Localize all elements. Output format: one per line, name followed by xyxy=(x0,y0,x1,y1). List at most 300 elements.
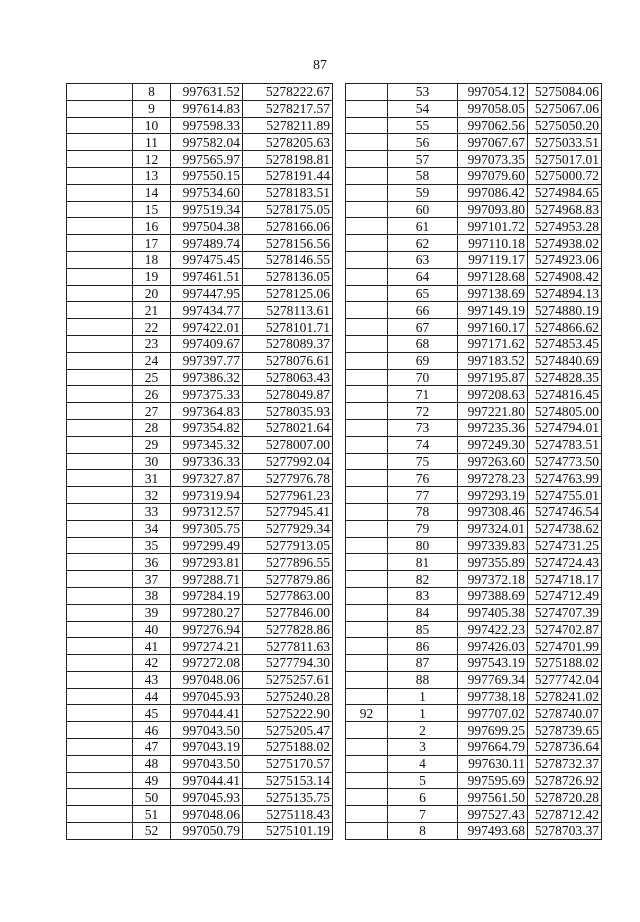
group-cell xyxy=(67,571,133,588)
point-number-cell: 86 xyxy=(388,638,458,655)
y-coordinate-cell: 5275050.20 xyxy=(528,117,602,134)
point-number-cell: 35 xyxy=(133,537,171,554)
group-cell xyxy=(67,352,133,369)
y-coordinate-cell: 5274828.35 xyxy=(528,369,602,386)
group-cell xyxy=(346,167,388,184)
y-coordinate-cell: 5278156.56 xyxy=(243,235,333,252)
left-table-body xyxy=(67,84,333,840)
x-coordinate-cell: 997048.06 xyxy=(171,806,243,823)
group-cell xyxy=(67,503,133,520)
table-row xyxy=(67,772,333,789)
x-coordinate-cell: 997138.69 xyxy=(458,285,528,302)
table-row xyxy=(346,772,602,789)
point-number-cell: 1 xyxy=(388,688,458,705)
table-row xyxy=(67,470,333,487)
group-cell xyxy=(67,184,133,201)
table-row xyxy=(346,789,602,806)
group-cell xyxy=(346,386,388,403)
y-coordinate-cell: 5274724.43 xyxy=(528,554,602,571)
y-coordinate-cell: 5278125.06 xyxy=(243,285,333,302)
x-coordinate-cell: 997119.17 xyxy=(458,251,528,268)
group-cell xyxy=(346,571,388,588)
group-cell xyxy=(67,453,133,470)
x-coordinate-cell: 997149.19 xyxy=(458,302,528,319)
point-number-cell: 51 xyxy=(133,806,171,823)
group-cell xyxy=(67,319,133,336)
group-cell xyxy=(346,688,388,705)
table-row xyxy=(67,319,333,336)
point-number-cell: 79 xyxy=(388,520,458,537)
point-number-cell: 34 xyxy=(133,520,171,537)
y-coordinate-cell: 5278736.64 xyxy=(528,739,602,756)
x-coordinate-cell: 997738.18 xyxy=(458,688,528,705)
y-coordinate-cell: 5277913.05 xyxy=(243,537,333,554)
x-coordinate-cell: 997208.63 xyxy=(458,386,528,403)
x-coordinate-cell: 997355.89 xyxy=(458,554,528,571)
table-row xyxy=(346,117,602,134)
x-coordinate-cell: 997274.21 xyxy=(171,638,243,655)
group-cell xyxy=(67,487,133,504)
x-coordinate-cell: 997324.01 xyxy=(458,520,528,537)
point-number-cell: 85 xyxy=(388,621,458,638)
point-number-cell: 28 xyxy=(133,419,171,436)
point-number-cell: 81 xyxy=(388,554,458,571)
x-coordinate-cell: 997769.34 xyxy=(458,671,528,688)
group-cell xyxy=(67,218,133,235)
table-row xyxy=(346,823,602,840)
y-coordinate-cell: 5278175.05 xyxy=(243,201,333,218)
group-cell xyxy=(67,604,133,621)
point-number-cell: 66 xyxy=(388,302,458,319)
point-number-cell: 8 xyxy=(133,84,171,101)
group-cell xyxy=(67,302,133,319)
table-row xyxy=(346,352,602,369)
point-number-cell: 47 xyxy=(133,739,171,756)
group-cell xyxy=(346,537,388,554)
y-coordinate-cell: 5277846.00 xyxy=(243,604,333,621)
table-row xyxy=(67,537,333,554)
group-cell xyxy=(67,151,133,168)
right-table-body xyxy=(346,84,602,840)
group-cell xyxy=(67,369,133,386)
table-row xyxy=(67,722,333,739)
group-cell xyxy=(67,251,133,268)
point-number-cell: 36 xyxy=(133,554,171,571)
table-row xyxy=(346,621,602,638)
point-number-cell: 82 xyxy=(388,571,458,588)
group-cell xyxy=(67,201,133,218)
group-cell xyxy=(346,436,388,453)
y-coordinate-cell: 5275188.02 xyxy=(528,655,602,672)
y-coordinate-cell: 5274712.49 xyxy=(528,587,602,604)
point-number-cell: 65 xyxy=(388,285,458,302)
x-coordinate-cell: 997699.25 xyxy=(458,722,528,739)
x-coordinate-cell: 997527.43 xyxy=(458,806,528,823)
y-coordinate-cell: 5278076.61 xyxy=(243,352,333,369)
table-row xyxy=(346,520,602,537)
y-coordinate-cell: 5278035.93 xyxy=(243,403,333,420)
x-coordinate-cell: 997058.05 xyxy=(458,100,528,117)
x-coordinate-cell: 997422.01 xyxy=(171,319,243,336)
table-row xyxy=(67,671,333,688)
point-number-cell: 83 xyxy=(388,587,458,604)
x-coordinate-cell: 997249.30 xyxy=(458,436,528,453)
table-row xyxy=(67,587,333,604)
point-number-cell: 84 xyxy=(388,604,458,621)
x-coordinate-cell: 997582.04 xyxy=(171,134,243,151)
point-number-cell: 22 xyxy=(133,319,171,336)
point-number-cell: 33 xyxy=(133,503,171,520)
point-number-cell: 32 xyxy=(133,487,171,504)
x-coordinate-cell: 997276.94 xyxy=(171,621,243,638)
y-coordinate-cell: 5274746.54 xyxy=(528,503,602,520)
group-cell xyxy=(67,638,133,655)
point-number-cell: 60 xyxy=(388,201,458,218)
x-coordinate-cell: 997263.60 xyxy=(458,453,528,470)
x-coordinate-cell: 997062.56 xyxy=(458,117,528,134)
x-coordinate-cell: 997293.19 xyxy=(458,487,528,504)
table-row xyxy=(67,201,333,218)
point-number-cell: 19 xyxy=(133,268,171,285)
point-number-cell: 24 xyxy=(133,352,171,369)
table-row xyxy=(67,520,333,537)
x-coordinate-cell: 997447.95 xyxy=(171,285,243,302)
y-coordinate-cell: 5275135.75 xyxy=(243,789,333,806)
point-number-cell: 18 xyxy=(133,251,171,268)
x-coordinate-cell: 997195.87 xyxy=(458,369,528,386)
group-cell xyxy=(346,671,388,688)
y-coordinate-cell: 5274953.28 xyxy=(528,218,602,235)
table-row xyxy=(67,503,333,520)
group-cell xyxy=(346,419,388,436)
y-coordinate-cell: 5278191.44 xyxy=(243,167,333,184)
x-coordinate-cell: 997595.69 xyxy=(458,772,528,789)
y-coordinate-cell: 5274773.50 xyxy=(528,453,602,470)
y-coordinate-cell: 5278113.61 xyxy=(243,302,333,319)
point-number-cell: 55 xyxy=(388,117,458,134)
table-row xyxy=(67,84,333,101)
table-row xyxy=(346,285,602,302)
x-coordinate-cell: 997299.49 xyxy=(171,537,243,554)
group-cell xyxy=(346,218,388,235)
point-number-cell: 74 xyxy=(388,436,458,453)
y-coordinate-cell: 5274701.99 xyxy=(528,638,602,655)
x-coordinate-cell: 997336.33 xyxy=(171,453,243,470)
group-cell xyxy=(67,655,133,672)
x-coordinate-cell: 997045.93 xyxy=(171,688,243,705)
y-coordinate-cell: 5278101.71 xyxy=(243,319,333,336)
x-coordinate-cell: 997183.52 xyxy=(458,352,528,369)
y-coordinate-cell: 5278732.37 xyxy=(528,755,602,772)
y-coordinate-cell: 5278136.05 xyxy=(243,268,333,285)
point-number-cell: 61 xyxy=(388,218,458,235)
table-row xyxy=(67,453,333,470)
table-row xyxy=(67,167,333,184)
y-coordinate-cell: 5278222.67 xyxy=(243,84,333,101)
point-number-cell: 87 xyxy=(388,655,458,672)
y-coordinate-cell: 5278739.65 xyxy=(528,722,602,739)
point-number-cell: 6 xyxy=(388,789,458,806)
group-cell xyxy=(346,655,388,672)
group-cell xyxy=(346,285,388,302)
group-cell xyxy=(346,319,388,336)
group-cell xyxy=(346,638,388,655)
point-number-cell: 23 xyxy=(133,335,171,352)
x-coordinate-cell: 997493.68 xyxy=(458,823,528,840)
point-number-cell: 42 xyxy=(133,655,171,672)
group-cell xyxy=(67,587,133,604)
y-coordinate-cell: 5278703.37 xyxy=(528,823,602,840)
point-number-cell: 52 xyxy=(133,823,171,840)
table-row xyxy=(346,235,602,252)
group-cell xyxy=(346,722,388,739)
y-coordinate-cell: 5274702.87 xyxy=(528,621,602,638)
table-row xyxy=(346,587,602,604)
point-number-cell: 10 xyxy=(133,117,171,134)
point-number-cell: 63 xyxy=(388,251,458,268)
point-number-cell: 38 xyxy=(133,587,171,604)
table-row xyxy=(67,739,333,756)
group-cell: 92 xyxy=(346,705,388,722)
group-cell xyxy=(67,436,133,453)
left-coordinates-table xyxy=(66,83,333,840)
table-row xyxy=(346,218,602,235)
x-coordinate-cell: 997043.50 xyxy=(171,755,243,772)
group-cell xyxy=(67,705,133,722)
y-coordinate-cell: 5274731.25 xyxy=(528,537,602,554)
x-coordinate-cell: 997614.83 xyxy=(171,100,243,117)
group-cell xyxy=(346,369,388,386)
point-number-cell: 1 xyxy=(388,705,458,722)
point-number-cell: 46 xyxy=(133,722,171,739)
group-cell xyxy=(346,587,388,604)
x-coordinate-cell: 997067.67 xyxy=(458,134,528,151)
y-coordinate-cell: 5278217.57 xyxy=(243,100,333,117)
x-coordinate-cell: 997422.23 xyxy=(458,621,528,638)
x-coordinate-cell: 997305.75 xyxy=(171,520,243,537)
point-number-cell: 40 xyxy=(133,621,171,638)
y-coordinate-cell: 5275170.57 xyxy=(243,755,333,772)
group-cell xyxy=(346,100,388,117)
group-cell xyxy=(67,470,133,487)
y-coordinate-cell: 5277863.00 xyxy=(243,587,333,604)
y-coordinate-cell: 5275240.28 xyxy=(243,688,333,705)
point-number-cell: 44 xyxy=(133,688,171,705)
group-cell xyxy=(67,167,133,184)
point-number-cell: 75 xyxy=(388,453,458,470)
group-cell xyxy=(67,823,133,840)
group-cell xyxy=(346,453,388,470)
table-row xyxy=(67,487,333,504)
point-number-cell: 26 xyxy=(133,386,171,403)
right-coordinates-table xyxy=(345,83,602,840)
table-row xyxy=(346,369,602,386)
point-number-cell: 48 xyxy=(133,755,171,772)
y-coordinate-cell: 5275017.01 xyxy=(528,151,602,168)
point-number-cell: 27 xyxy=(133,403,171,420)
y-coordinate-cell: 5277929.34 xyxy=(243,520,333,537)
y-coordinate-cell: 5278726.92 xyxy=(528,772,602,789)
group-cell xyxy=(346,403,388,420)
x-coordinate-cell: 997461.51 xyxy=(171,268,243,285)
table-row xyxy=(67,117,333,134)
y-coordinate-cell: 5275118.43 xyxy=(243,806,333,823)
point-number-cell: 41 xyxy=(133,638,171,655)
y-coordinate-cell: 5278183.51 xyxy=(243,184,333,201)
table-row xyxy=(346,302,602,319)
point-number-cell: 88 xyxy=(388,671,458,688)
point-number-cell: 30 xyxy=(133,453,171,470)
group-cell xyxy=(346,84,388,101)
table-row xyxy=(346,503,602,520)
group-cell xyxy=(67,285,133,302)
y-coordinate-cell: 5278198.81 xyxy=(243,151,333,168)
group-cell xyxy=(346,184,388,201)
x-coordinate-cell: 997354.82 xyxy=(171,419,243,436)
table-row xyxy=(67,823,333,840)
x-coordinate-cell: 997054.12 xyxy=(458,84,528,101)
y-coordinate-cell: 5278205.63 xyxy=(243,134,333,151)
table-row xyxy=(67,755,333,772)
point-number-cell: 7 xyxy=(388,806,458,823)
table-row xyxy=(67,554,333,571)
point-number-cell: 25 xyxy=(133,369,171,386)
y-coordinate-cell: 5277896.55 xyxy=(243,554,333,571)
table-row xyxy=(67,806,333,823)
point-number-cell: 77 xyxy=(388,487,458,504)
table-row xyxy=(67,268,333,285)
point-number-cell: 16 xyxy=(133,218,171,235)
x-coordinate-cell: 997519.34 xyxy=(171,201,243,218)
y-coordinate-cell: 5275153.14 xyxy=(243,772,333,789)
y-coordinate-cell: 5278146.55 xyxy=(243,251,333,268)
point-number-cell: 4 xyxy=(388,755,458,772)
x-coordinate-cell: 997284.19 xyxy=(171,587,243,604)
group-cell xyxy=(67,722,133,739)
point-number-cell: 17 xyxy=(133,235,171,252)
table-row xyxy=(67,235,333,252)
group-cell xyxy=(346,621,388,638)
table-row xyxy=(346,151,602,168)
x-coordinate-cell: 997288.71 xyxy=(171,571,243,588)
point-number-cell: 78 xyxy=(388,503,458,520)
x-coordinate-cell: 997386.32 xyxy=(171,369,243,386)
point-number-cell: 49 xyxy=(133,772,171,789)
group-cell xyxy=(67,268,133,285)
x-coordinate-cell: 997397.77 xyxy=(171,352,243,369)
y-coordinate-cell: 5277976.78 xyxy=(243,470,333,487)
table-row xyxy=(346,739,602,756)
y-coordinate-cell: 5278720.28 xyxy=(528,789,602,806)
point-number-cell: 45 xyxy=(133,705,171,722)
point-number-cell: 72 xyxy=(388,403,458,420)
table-row xyxy=(346,537,602,554)
point-number-cell: 37 xyxy=(133,571,171,588)
table-row xyxy=(346,167,602,184)
group-cell xyxy=(346,604,388,621)
group-cell xyxy=(67,772,133,789)
y-coordinate-cell: 5278740.07 xyxy=(528,705,602,722)
y-coordinate-cell: 5274755.01 xyxy=(528,487,602,504)
x-coordinate-cell: 997280.27 xyxy=(171,604,243,621)
group-cell xyxy=(346,739,388,756)
group-cell xyxy=(346,487,388,504)
point-number-cell: 64 xyxy=(388,268,458,285)
point-number-cell: 56 xyxy=(388,134,458,151)
point-number-cell: 13 xyxy=(133,167,171,184)
x-coordinate-cell: 997128.68 xyxy=(458,268,528,285)
y-coordinate-cell: 5275101.19 xyxy=(243,823,333,840)
group-cell xyxy=(67,537,133,554)
x-coordinate-cell: 997504.38 xyxy=(171,218,243,235)
x-coordinate-cell: 997598.33 xyxy=(171,117,243,134)
point-number-cell: 5 xyxy=(388,772,458,789)
y-coordinate-cell: 5275084.06 xyxy=(528,84,602,101)
table-row xyxy=(346,386,602,403)
y-coordinate-cell: 5278089.37 xyxy=(243,335,333,352)
y-coordinate-cell: 5278063.43 xyxy=(243,369,333,386)
point-number-cell: 31 xyxy=(133,470,171,487)
table-row xyxy=(346,604,602,621)
table-row xyxy=(346,201,602,218)
x-coordinate-cell: 997272.08 xyxy=(171,655,243,672)
x-coordinate-cell: 997073.35 xyxy=(458,151,528,168)
group-cell xyxy=(346,520,388,537)
table-row xyxy=(67,100,333,117)
group-cell xyxy=(346,117,388,134)
point-number-cell: 67 xyxy=(388,319,458,336)
x-coordinate-cell: 997388.69 xyxy=(458,587,528,604)
point-number-cell: 73 xyxy=(388,419,458,436)
y-coordinate-cell: 5274763.99 xyxy=(528,470,602,487)
x-coordinate-cell: 997489.74 xyxy=(171,235,243,252)
x-coordinate-cell: 997044.41 xyxy=(171,772,243,789)
table-row xyxy=(67,285,333,302)
y-coordinate-cell: 5275000.72 xyxy=(528,167,602,184)
group-cell xyxy=(67,806,133,823)
table-row xyxy=(346,487,602,504)
table-row xyxy=(346,436,602,453)
point-number-cell: 9 xyxy=(133,100,171,117)
point-number-cell: 12 xyxy=(133,151,171,168)
y-coordinate-cell: 5274968.83 xyxy=(528,201,602,218)
group-cell xyxy=(346,134,388,151)
point-number-cell: 21 xyxy=(133,302,171,319)
table-row xyxy=(346,554,602,571)
table-row xyxy=(346,403,602,420)
y-coordinate-cell: 5278021.64 xyxy=(243,419,333,436)
y-coordinate-cell: 5277879.86 xyxy=(243,571,333,588)
x-coordinate-cell: 997475.45 xyxy=(171,251,243,268)
y-coordinate-cell: 5277794.30 xyxy=(243,655,333,672)
table-row xyxy=(346,571,602,588)
group-cell xyxy=(346,772,388,789)
group-cell xyxy=(67,100,133,117)
group-cell xyxy=(346,251,388,268)
page-number: 87 xyxy=(313,58,327,73)
table-row xyxy=(346,638,602,655)
group-cell xyxy=(346,201,388,218)
y-coordinate-cell: 5274707.39 xyxy=(528,604,602,621)
table-row xyxy=(346,722,602,739)
y-coordinate-cell: 5274805.00 xyxy=(528,403,602,420)
y-coordinate-cell: 5274938.02 xyxy=(528,235,602,252)
group-cell xyxy=(346,554,388,571)
x-coordinate-cell: 997565.97 xyxy=(171,151,243,168)
y-coordinate-cell: 5278241.02 xyxy=(528,688,602,705)
group-cell xyxy=(346,789,388,806)
group-cell xyxy=(67,739,133,756)
